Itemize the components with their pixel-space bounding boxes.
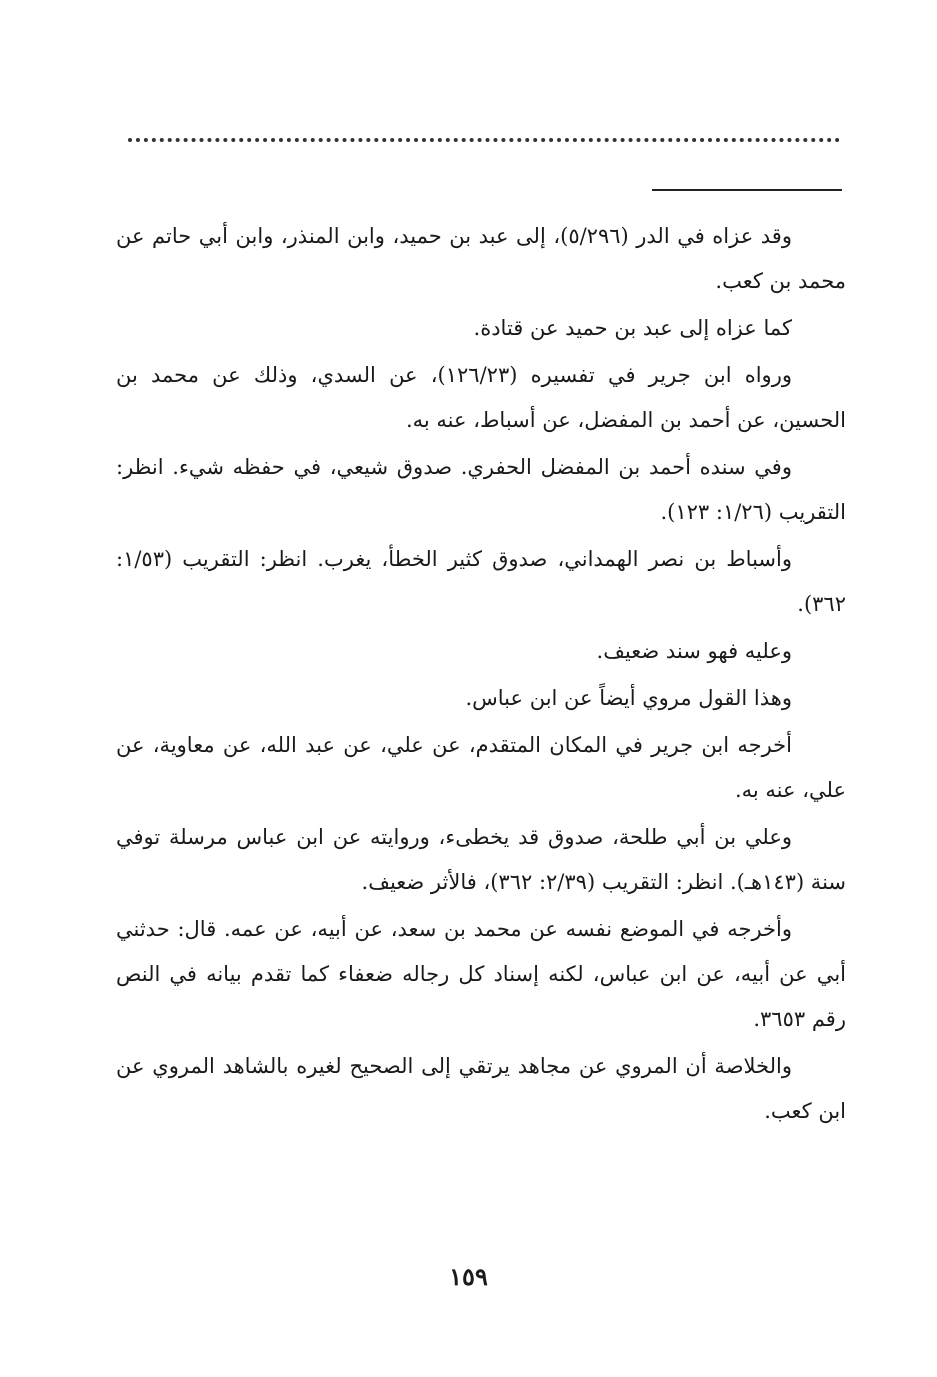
paragraph-9: وعلي بن أبي طلحة، صدوق قد يخطىء، وروايته عن ابن عباس مرسلة توفي سنة (١٤٣هـ). انظر: التقريب (٢/٣٩: ٣٦٢)، فالأثر ضعيف.	[116, 825, 846, 894]
paragraph-6: وعليه فهو سند ضعيف.	[596, 639, 792, 663]
paragraph-8: أخرجه ابن جرير في المكان المتقدم، عن علي، عن عبد الله، عن معاوية، عن علي، عنه به.	[116, 733, 846, 802]
paragraph-1: وقد عزاه في الدر (٥/٢٩٦)، إلى عبد بن حميد، وابن المنذر، وابن أبي حاتم عن محمد بن كعب.	[116, 224, 846, 293]
paragraph-7: وهذا القول مروي أيضاً عن ابن عباس.	[465, 686, 792, 710]
paragraph-3: ورواه ابن جرير في تفسيره (١٢٦/٢٣)، عن السدي، وذلك عن محمد بن الحسين، عن أحمد بن المفضل، عن أسباط، عنه به.	[116, 363, 846, 432]
paragraph-4: وفي سنده أحمد بن المفضل الحفري. صدوق شيعي، في حفظه شيء. انظر: التقريب (١/٢٦: ١٢٣).	[116, 455, 846, 524]
dotted-separator	[128, 138, 840, 142]
paragraph-11: والخلاصة أن المروي عن مجاهد يرتقي إلى الصحيح لغيره بالشاهد المروي عن ابن كعب.	[116, 1054, 846, 1123]
footnote-rule	[652, 189, 842, 191]
paragraph-10: وأخرجه في الموضع نفسه عن محمد بن سعد، عن أبيه، عن عمه. قال: حدثني أبي عن أبيه، عن ابن عباس، لكنه إسناد كل رجاله ضعفاء كما تقدم بيانه في النص رقم ٣٦٥٣.	[116, 917, 846, 1031]
footnote-text	[116, 214, 846, 1136]
paragraph-5: وأسباط بن نصر الهمداني، صدوق كثير الخطأ، يغرب. انظر: التقريب (١/٥٣: ٣٦٢).	[116, 547, 846, 616]
page-number: ١٥٩	[449, 1262, 488, 1291]
paragraph-2: كما عزاه إلى عبد بن حميد عن قتادة.	[473, 316, 792, 340]
